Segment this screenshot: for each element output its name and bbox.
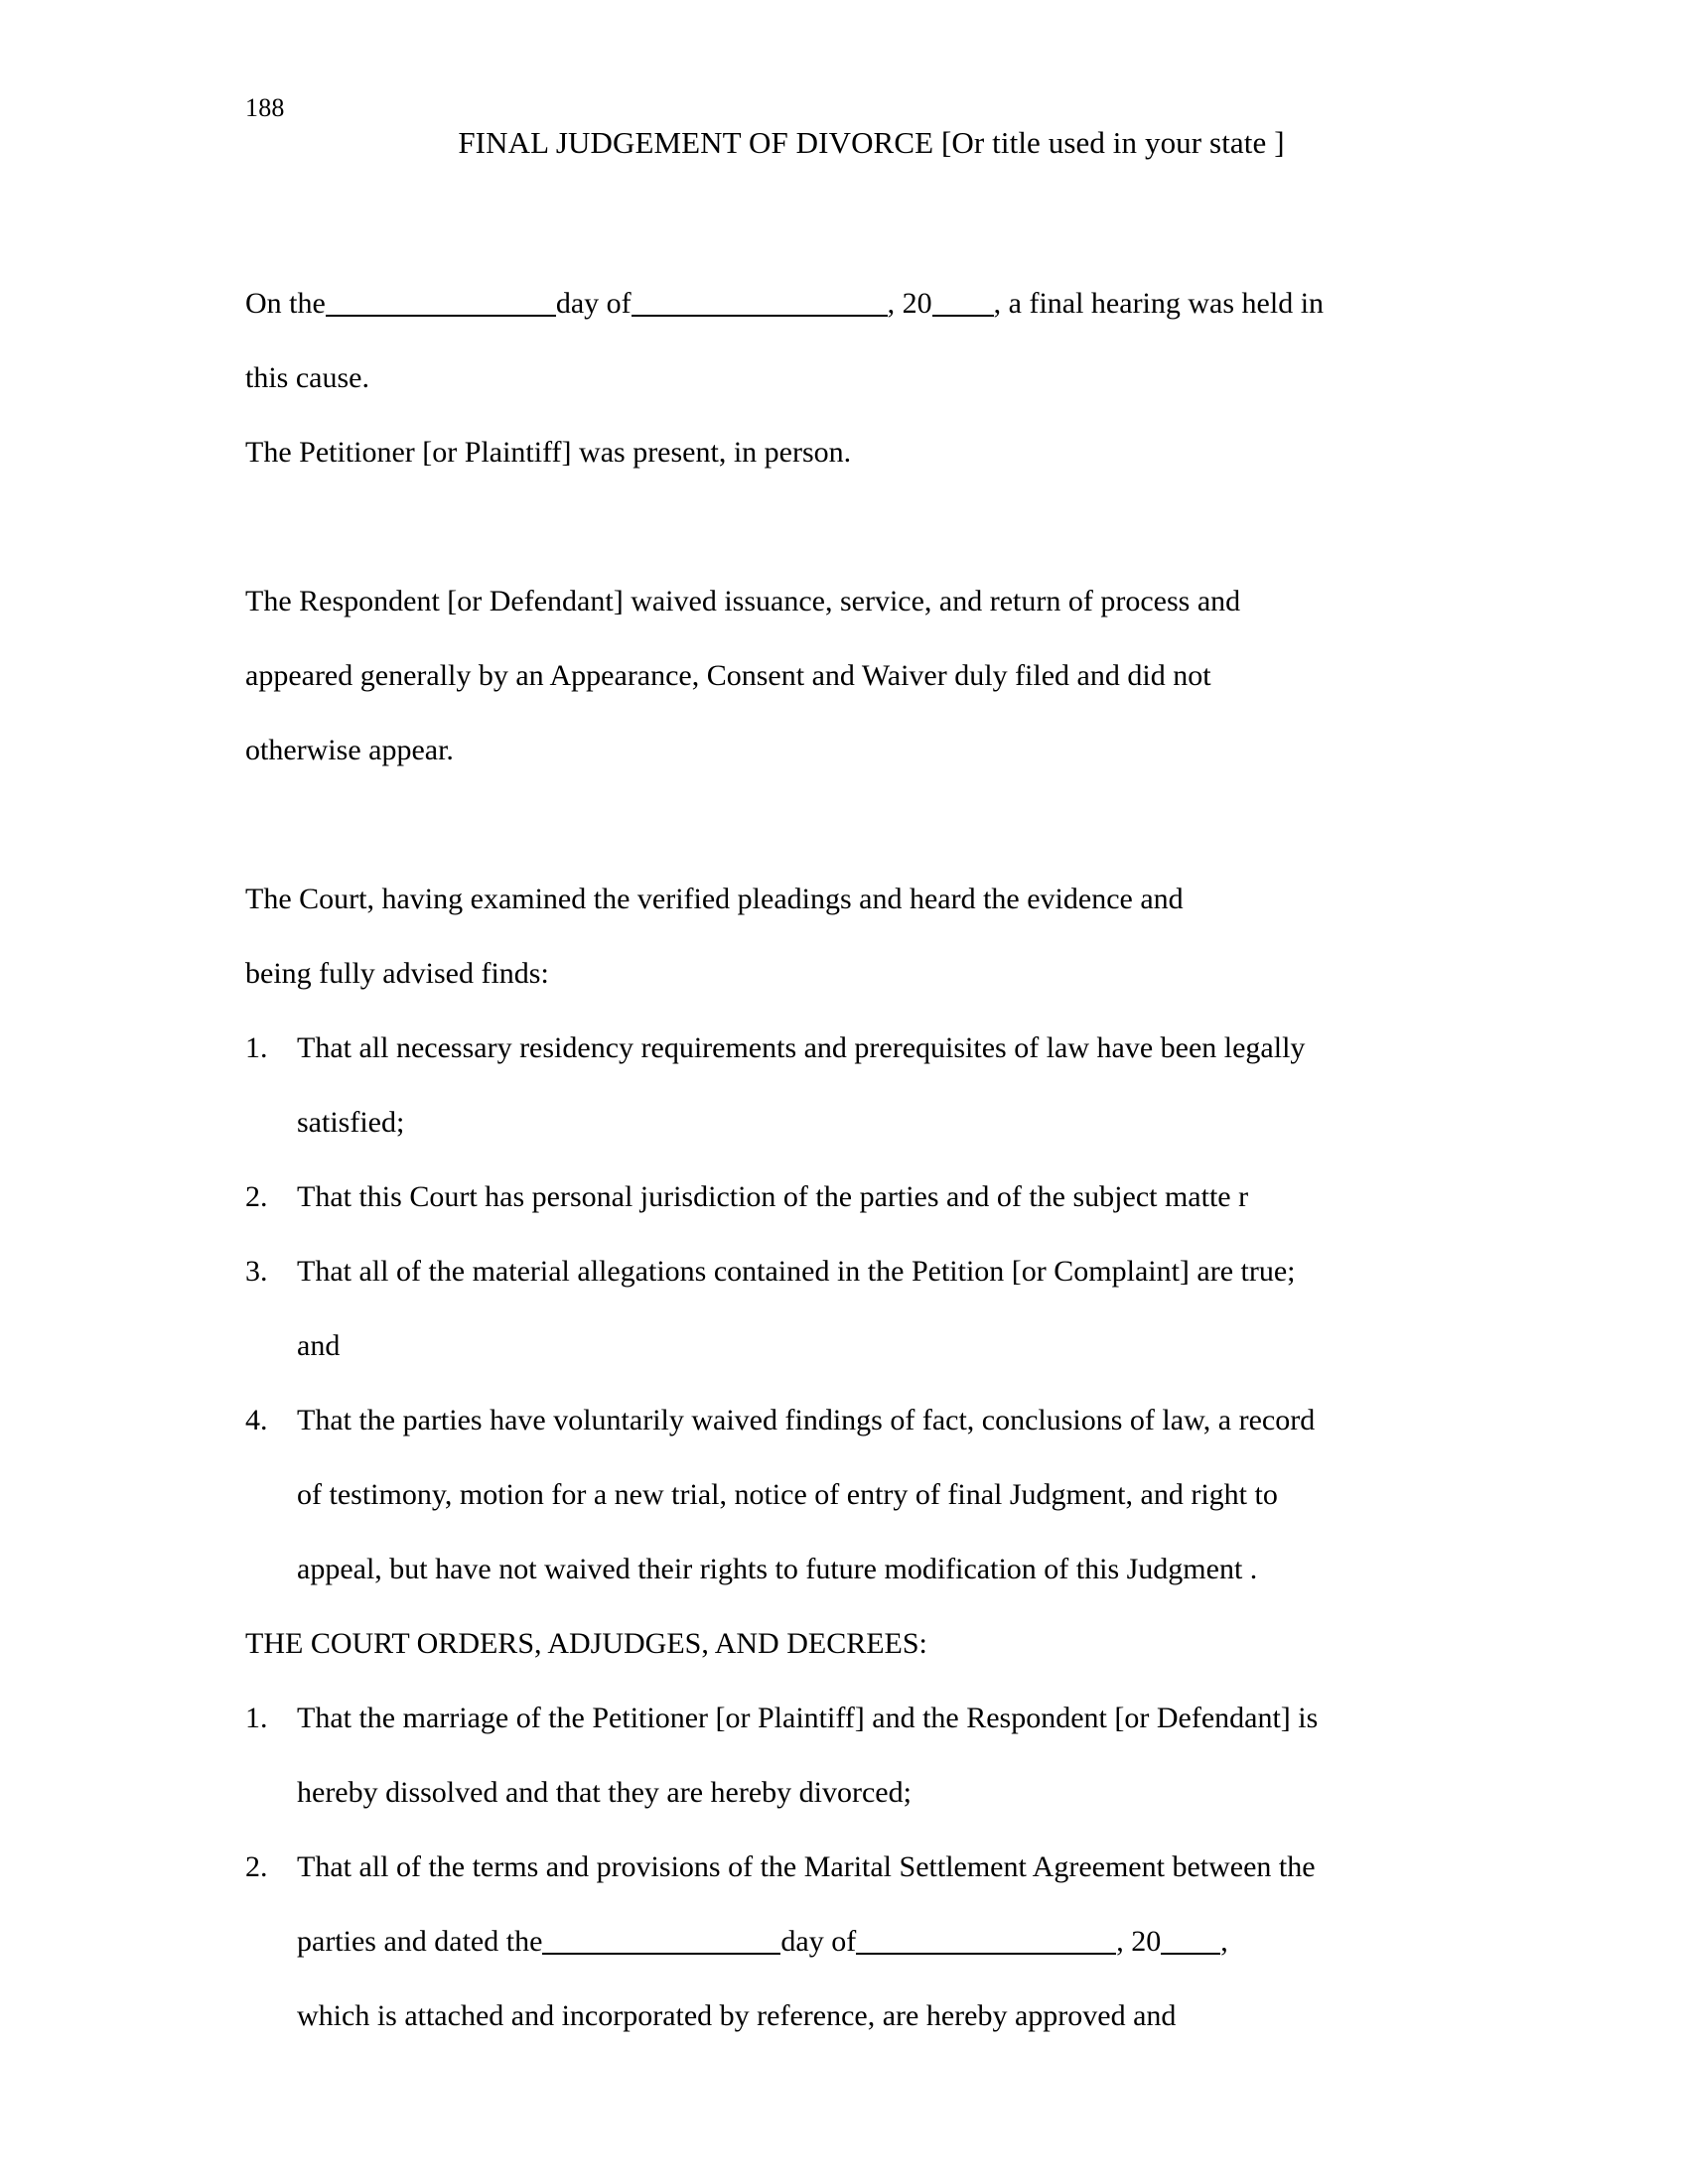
list-item-line: and bbox=[297, 1329, 341, 1362]
settlement-year-prefix: , 20 bbox=[1116, 1925, 1162, 1958]
list-item-text bbox=[297, 1830, 1437, 2053]
list-item-line: That the marriage of the Petitioner [or Plaintiff] and the Respondent [or Defendant] is bbox=[297, 1702, 1319, 1734]
settlement-day-of-label: day of bbox=[780, 1925, 857, 1958]
list-item-line: satisfied; bbox=[297, 1106, 405, 1139]
petitioner-present-line: The Petitioner [or Plaintiff] was present, in person. bbox=[245, 436, 852, 469]
findings-list bbox=[245, 1011, 1437, 1606]
settlement-date-line bbox=[297, 1904, 1437, 1979]
list-item bbox=[245, 1234, 1437, 1383]
hearing-date-line bbox=[245, 266, 1437, 341]
list-item-line: which is attached and incorporated by reference, are hereby approved and bbox=[297, 1999, 1177, 2032]
list-item-marker: 2. bbox=[245, 1180, 268, 1213]
orders-heading: THE COURT ORDERS, ADJUDGES, AND DECREES: bbox=[245, 1627, 927, 1660]
settlement-date-prefix: parties and dated the bbox=[297, 1925, 543, 1958]
list-item-text bbox=[297, 1234, 1437, 1383]
list-item-text bbox=[297, 1383, 1437, 1606]
list-item-text bbox=[297, 1160, 1437, 1234]
court-findings-line-2: being fully advised finds: bbox=[245, 957, 549, 990]
respondent-line-2: appeared generally by an Appearance, Consent and Waiver duly filed and did not bbox=[245, 659, 1211, 692]
list-item bbox=[245, 1681, 1437, 1830]
list-item-line: appeal, but have not waived their rights to future modification of this Judgment . bbox=[297, 1553, 1258, 1585]
list-item-line: of testimony, motion for a new trial, notice of entry of final Judgment, and right to bbox=[297, 1478, 1278, 1511]
list-item-marker: 1. bbox=[245, 1031, 268, 1064]
year-blank-field[interactable] bbox=[932, 289, 994, 317]
settlement-date-suffix: , bbox=[1220, 1925, 1228, 1958]
list-item bbox=[245, 1383, 1437, 1606]
spacer bbox=[245, 787, 1437, 862]
court-findings-line-1: The Court, having examined the verified pleadings and heard the evidence and bbox=[245, 883, 1184, 915]
list-item bbox=[245, 1011, 1437, 1160]
list-item-marker: 1. bbox=[245, 1702, 268, 1734]
list-item-text bbox=[297, 1681, 1437, 1830]
orders-list bbox=[245, 1681, 1437, 2053]
settlement-month-blank-field[interactable] bbox=[856, 1927, 1116, 1955]
settlement-day-blank-field[interactable] bbox=[542, 1927, 780, 1955]
day-blank-field[interactable] bbox=[326, 289, 556, 317]
list-item-text bbox=[297, 1011, 1437, 1160]
list-item-marker: 3. bbox=[245, 1255, 268, 1288]
list-item-line: That the parties have voluntarily waived findings of fact, conclusions of law, a record bbox=[297, 1404, 1316, 1436]
settlement-year-blank-field[interactable] bbox=[1161, 1927, 1220, 1955]
list-item-line: hereby dissolved and that they are hereby divorced; bbox=[297, 1776, 912, 1809]
hearing-year-prefix: , 20 bbox=[887, 287, 932, 320]
list-item-line: That all of the terms and provisions of the Marital Settlement Agreement between the bbox=[297, 1850, 1316, 1883]
page-title: FINAL JUDGEMENT OF DIVORCE [Or title used in your state ] bbox=[458, 125, 1285, 160]
list-item-marker: 2. bbox=[245, 1850, 268, 1883]
list-item-line: That this Court has personal jurisdiction of the parties and of the subject matte r bbox=[297, 1180, 1249, 1213]
list-item-line: That all necessary residency requirements and prerequisites of law have been legally bbox=[297, 1031, 1306, 1064]
list-item bbox=[245, 1160, 1437, 1234]
respondent-line-1: The Respondent [or Defendant] waived issuance, service, and return of process and bbox=[245, 585, 1241, 617]
list-item-marker: 4. bbox=[245, 1404, 268, 1436]
hearing-date-prefix: On the bbox=[245, 287, 326, 320]
list-item bbox=[245, 1830, 1437, 2053]
month-blank-field[interactable] bbox=[632, 289, 888, 317]
hearing-day-of-label: day of bbox=[555, 287, 632, 320]
document-body bbox=[245, 266, 1437, 2053]
page-number: 188 bbox=[245, 93, 285, 122]
hearing-suffix: , a final hearing was held in bbox=[993, 287, 1325, 320]
spacer bbox=[245, 489, 1437, 564]
hearing-cause-line: this cause. bbox=[245, 361, 369, 394]
respondent-line-3: otherwise appear. bbox=[245, 734, 454, 766]
list-item-line: That all of the material allegations contained in the Petition [or Complaint] are true; bbox=[297, 1255, 1296, 1288]
